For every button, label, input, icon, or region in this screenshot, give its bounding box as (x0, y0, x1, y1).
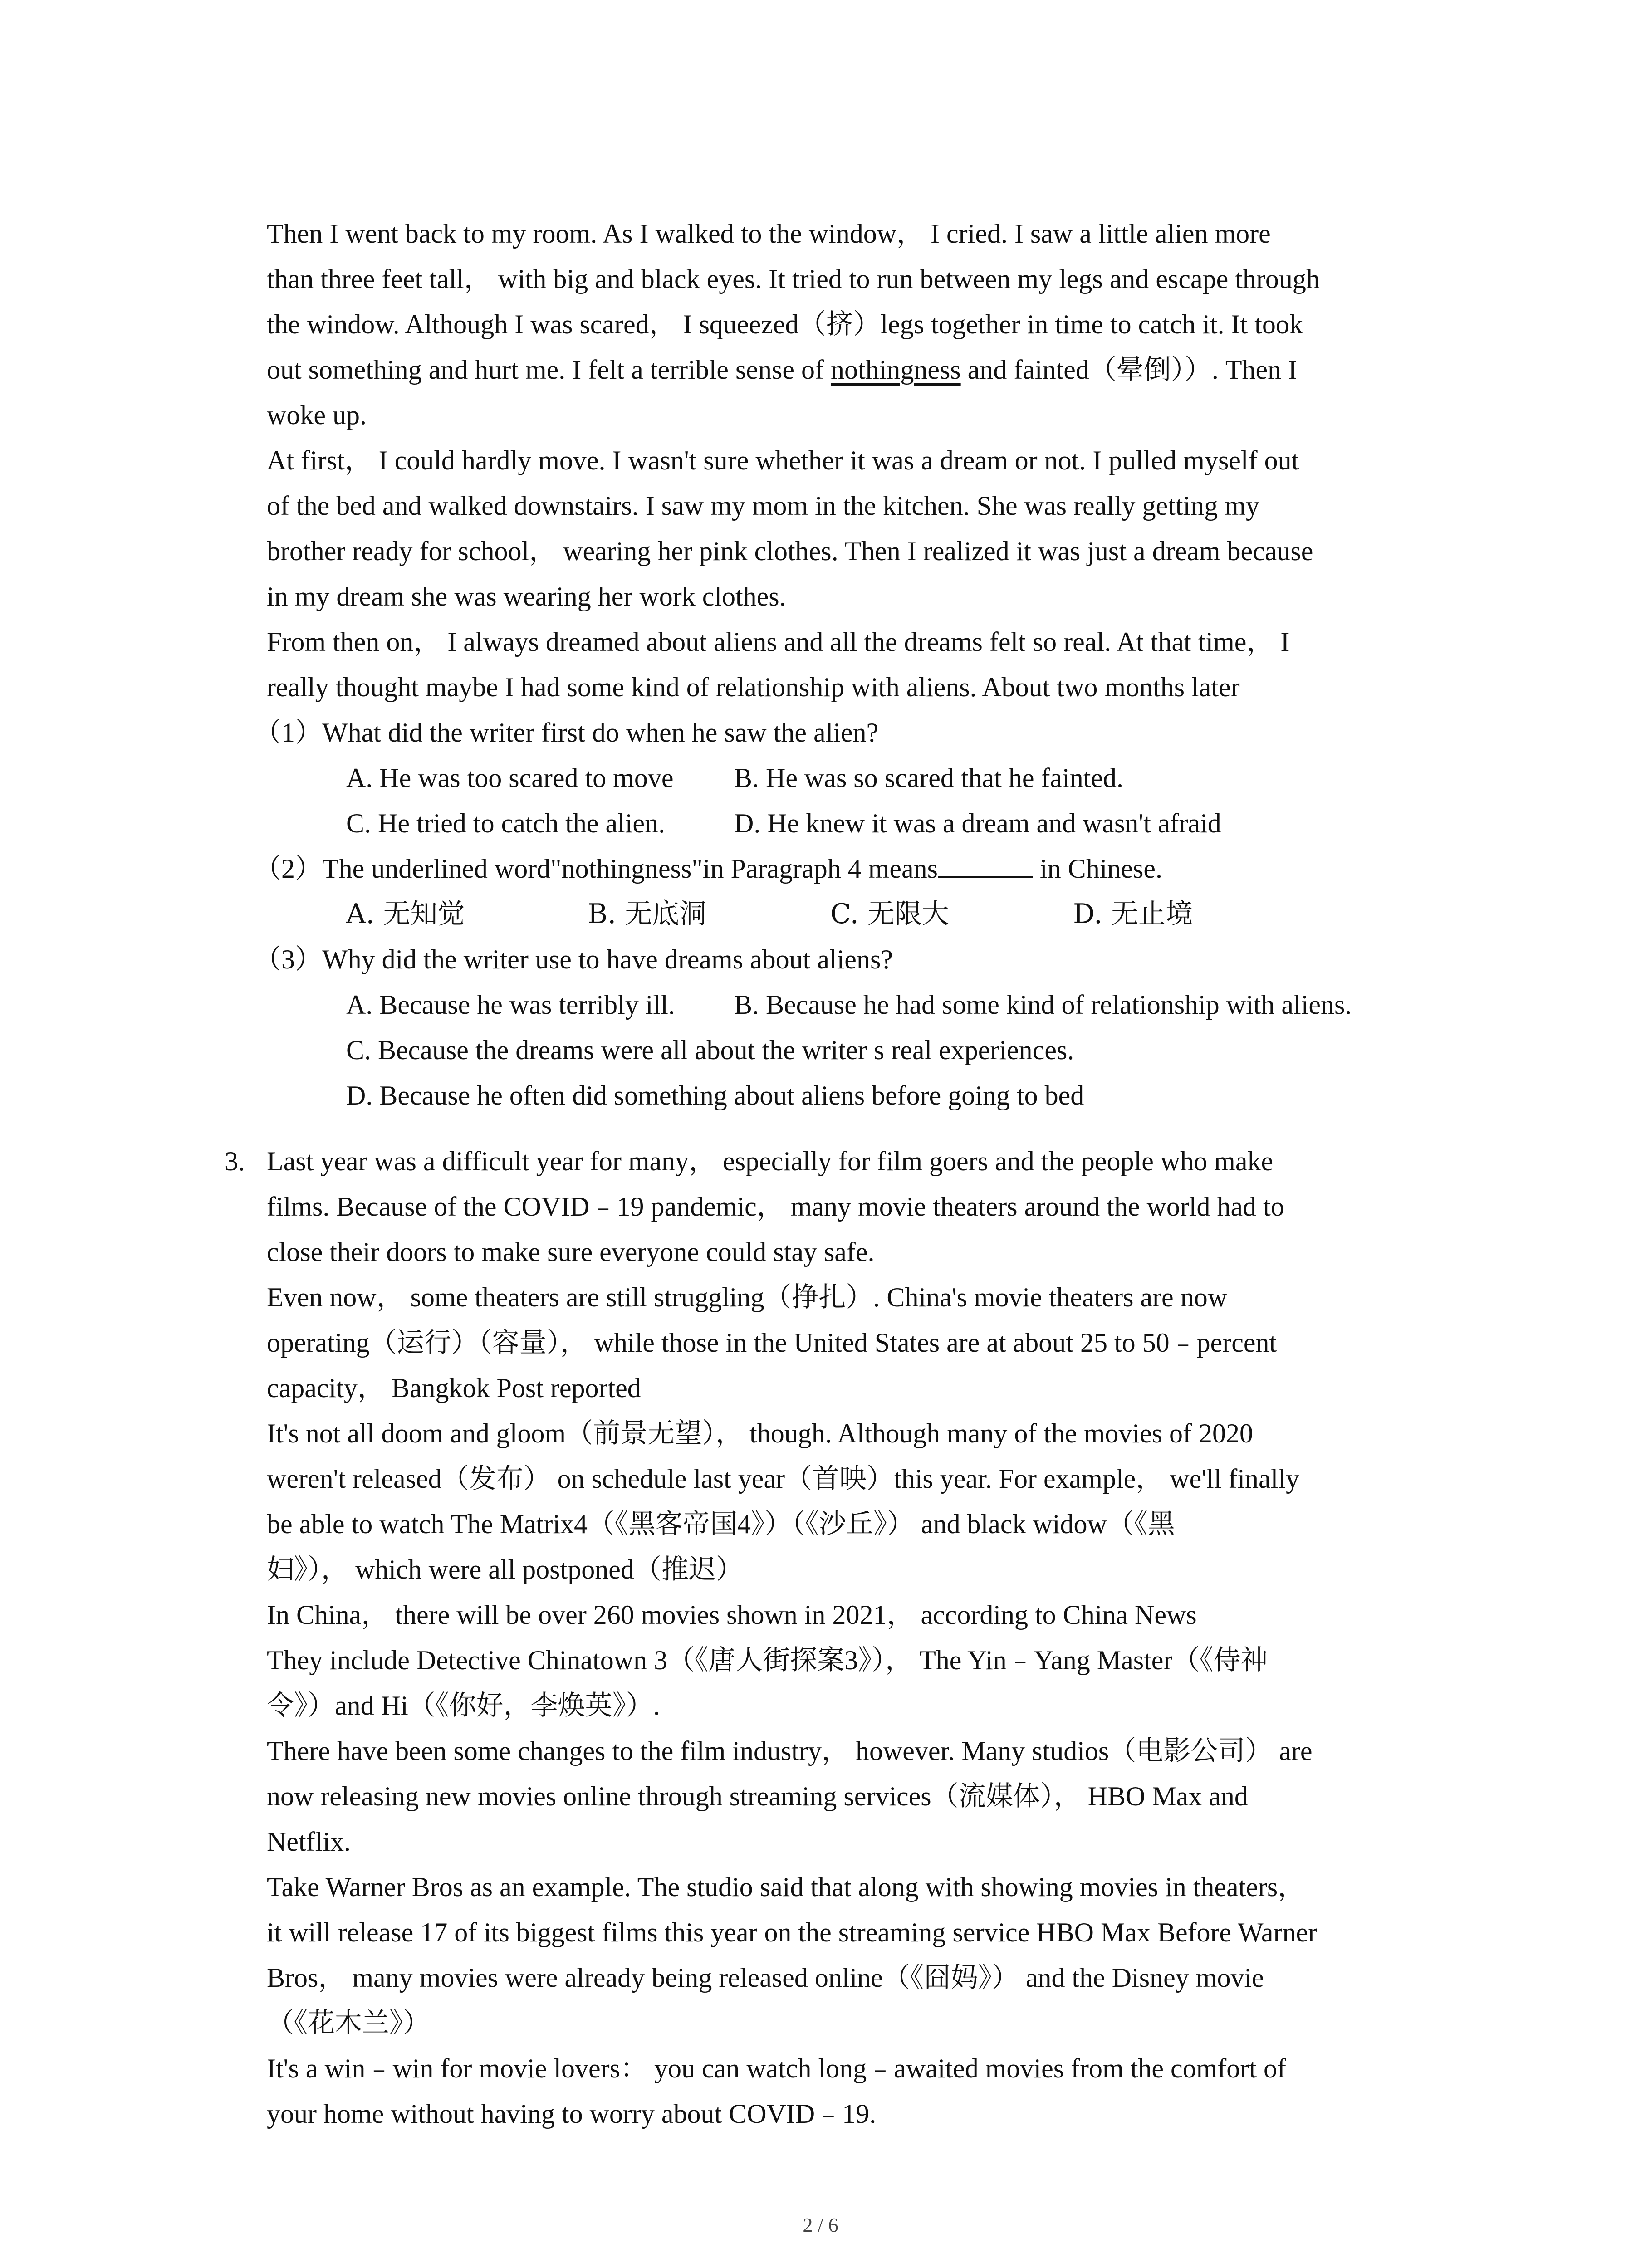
passage-text: out something and hurt me. I felt a terrible sense of (267, 355, 831, 385)
passage-line: Then I went back to my room. As I walked to the window， I cried. I saw a little alien more (267, 219, 1271, 249)
option-c: C. He tried to catch the alien. (346, 808, 666, 838)
passage-text: and fainted（晕倒））. Then I (960, 355, 1298, 385)
question-stem: （3）Why did the writer use to have dreams about aliens? (254, 944, 893, 974)
passage-line: Netflix. (267, 1827, 351, 1857)
passage-line: Take Warner Bros as an example. The studio said that along with showing movies in theaters， (267, 1872, 1305, 1902)
passage-line: than three feet tall， with big and black eyes. It tried to run between my legs and escape through (267, 264, 1320, 294)
question-text: in Chinese. (1033, 854, 1162, 884)
passage-line: woke up. (267, 400, 367, 430)
underlined-word: nothingness (830, 355, 961, 385)
passage-line: There have been some changes to the film industry， however. Many studios（电影公司） are (267, 1736, 1313, 1766)
passage-line: films. Because of the COVID﹣19 pandemic， many movie theaters around the world had to (267, 1192, 1284, 1222)
passage-line: the window. Although I was scared， I squeezed（挤）legs together in time to catch it. It took (267, 309, 1303, 339)
passage-line: It's not all doom and gloom（前景无望）， though. Although many of the movies of 2020 (267, 1418, 1254, 1448)
answer-blank (938, 849, 1033, 878)
passage-line: In China， there will be over 260 movies shown in 2021， according to China News (267, 1600, 1197, 1630)
option-d: D. He knew it was a dream and wasn't afraid (734, 808, 1221, 838)
option-c: C. 无限大 (830, 898, 949, 930)
passage-line: in my dream she was wearing her work clothes. (267, 582, 786, 611)
passage-line: now releasing new movies online through streaming services（流媒体）， HBO Max and (267, 1781, 1248, 1811)
option-c: C. Because the dreams were all about the writer s real experiences. (346, 1035, 1074, 1065)
item-number: 3. (225, 1146, 245, 1176)
passage-line: operating（运行）（容量）， while those in the United States are at about 25 to 50﹣percent (267, 1328, 1277, 1358)
option-a: A. Because he was terribly ill. (346, 990, 675, 1020)
passage-line: From then on， I always dreamed about aliens and all the dreams felt so real. At that time， I (267, 627, 1290, 657)
option-b: B. Because he had some kind of relationship with aliens. (734, 990, 1352, 1020)
passage-line: brother ready for school， wearing her pink clothes. Then I realized it was just a dream because (267, 536, 1313, 566)
option-d: D. Because he often did something about aliens before going to bed (346, 1080, 1084, 1110)
option-b: B. He was so scared that he fainted. (734, 763, 1124, 793)
passage-line: your home without having to worry about COVID﹣19. (267, 2099, 877, 2129)
question-stem (254, 846, 1162, 891)
passage-line: They include Detective Chinatown 3（《唐人街探案3》）， The Yin﹣Yang Master（《侍神 (267, 1645, 1268, 1675)
passage-line: Even now， some theaters are still struggling（挣扎）. China's movie theaters are now (267, 1282, 1228, 1312)
passage-line: 令》）and Hi（《你好，李焕英》）. (267, 1691, 660, 1721)
passage-line: be able to watch The Matrix4（《黑客帝国4》）（《沙丘》） and black widow（《黑 (267, 1509, 1175, 1539)
passage-line: Last year was a difficult year for many， especially for film goers and the people who make (267, 1146, 1274, 1176)
option-a: A. He was too scared to move (346, 763, 674, 793)
question-stem: （1）What did the writer first do when he saw the alien? (254, 718, 879, 748)
passage-line: At first， I could hardly move. I wasn't sure whether it was a dream or not. I pulled myself out (267, 445, 1299, 475)
passage-line: Bros， many movies were already being released online（《囧妈》） and the Disney movie (267, 1963, 1264, 1993)
option-d: D. 无止境 (1073, 898, 1193, 930)
passage-line: close their doors to make sure everyone could stay safe. (267, 1237, 875, 1267)
question-text: （2）The underlined word"nothingness"in Paragraph 4 means (254, 854, 938, 884)
option-b: B. 无底洞 (588, 898, 707, 930)
passage-line: of the bed and walked downstairs. I saw my mom in the kitchen. She was really getting my (267, 491, 1259, 521)
passage-line: 妇》）， which were all postponed（推迟） (267, 1554, 743, 1584)
passage-line: capacity， Bangkok Post reported (267, 1373, 641, 1403)
passage-line: really thought maybe I had some kind of relationship with aliens. About two months later (267, 672, 1240, 702)
passage-line (267, 347, 1297, 392)
passage-line: It's a win﹣win for movie lovers： you can watch long﹣awaited movies from the comfort of (267, 2053, 1286, 2083)
passage-line: it will release 17 of its biggest films this year on the streaming service HBO Max Before Warner (267, 1917, 1318, 1947)
passage-line: （《花木兰》） (267, 2008, 430, 2038)
passage-line: weren't released（发布） on schedule last year（首映）this year. For example， we'll finally (267, 1464, 1299, 1494)
option-a: A. 无知觉 (346, 898, 465, 930)
page-number: 2 / 6 (803, 2214, 838, 2236)
